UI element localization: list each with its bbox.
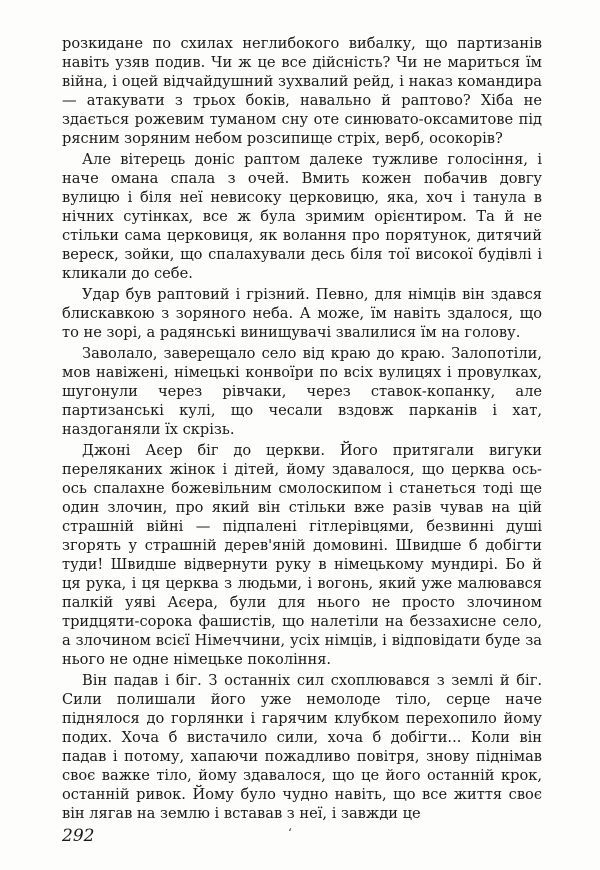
paragraph-4: Заволало, заверещало село від краю до краю. Залопотіли, мов навіжені, німецькі конвоїри по всіх вулицях і провулках, шугонули через рівчаки, через ставок-копанку, але партизанські кулі, що чесали вздовж парканів і хат, наздоганяли їх скрізь.	[62, 345, 542, 438]
print-mark: ‘	[288, 826, 292, 840]
paragraph-5: Джоні Аєер біг до церкви. Його притягали вигуки переляканих жінок і дітей, йому здавалося, що церква ось-ось спалахне божевільним смолоскипом і станеться тоді ще один злочин, про який він стільки вже разів чував на цій страшній війні — підпалені гітлерівцями, безвинні душі згорять у страшній дерев'яній домовині. Швидше б добігти туди! Швидше відвернути руку в німецькому мундирі. Бо й ця рука, і ця церква з людьми, і вогонь, який уже малювався палкій уяві Аєера, були для нього не просто злочином тридцяти-сорока фашистів, що налетіли на беззахисне село, а злочином всієї Німеччини, усіх німців, і відповідати буде за нього не одне німецьке покоління.	[62, 442, 542, 668]
paragraph-6: Він падав і біг. З останніх сил схоплювався з землі й біг. Сили полишали його уже немолоде тіло, серце наче піднялося до горлянки і гарячим клубком перехопило йому подих. Хоча б вистачило сили, хоча б добігти... Коли він падав і потому, хапаючи пожадливо повітря, знову піднімав своє важке тіло, йому здавалося, що це його останній крок, останній ривок. Йому було чудно навіть, що все життя своє він лягав на землю і вставав з неї, і завжди це	[62, 672, 542, 822]
paragraph-3: Удар був раптовий і грізний. Певно, для німців він здався блискавкою з зоряного неба. А може, їм навіть здалося, що то не зорі, а радянські винищувачі звалилися їм на голову.	[62, 286, 542, 341]
page-number: 292	[62, 826, 95, 846]
body-text	[62, 34, 542, 825]
paragraph-1: розкидане по схилах неглибокого вибалку, що партизанів навіть узяв подив. Чи ж це все дійсність? Чи не мариться їм війна, і оцей відчайдушний зухвалий рейд, і наказ командира — атакувати з трьох боків, навально й раптово? Хіба не здається рожевим туманом сну оте синювато-оксамитове під рясним зоряним небом розсипище стріх, верб, осокорів?	[62, 35, 542, 147]
paragraph-2: Але вітерець доніс раптом далеке тужливе голосіння, і наче омана спала з очей. Вмить кожен побачив довгу вулицю і біля неї невисоку церковицю, яка, хоч і танула в нічних сутінках, все ж була зримим орієнтиром. Та й не стільки сама церковиця, як волання про порятунок, дитячий вереск, зойки, що спалахували десь біля тої високої будівлі і кликали до себе.	[62, 151, 542, 282]
